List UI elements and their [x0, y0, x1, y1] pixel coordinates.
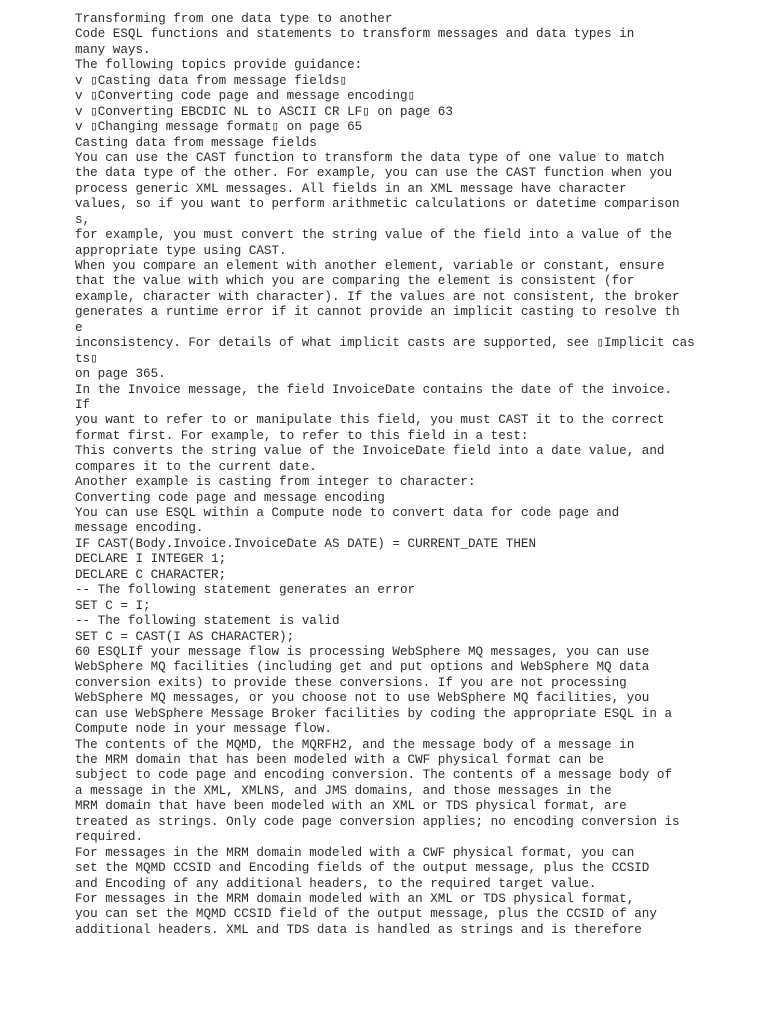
text-line: ts▯: [75, 351, 98, 366]
text-line: values, so if you want to perform arithmetic calculations or datetime comparison: [75, 197, 680, 212]
text-line: compares it to the current date.: [75, 459, 317, 474]
text-line: You can use the CAST function to transform the data type of one value to match: [75, 150, 665, 165]
text-line: required.: [75, 830, 144, 845]
text-line: Converting code page and message encoding: [75, 490, 385, 505]
text-line: generates a runtime error if it cannot provide an implicit casting to resolve th: [75, 305, 680, 320]
text-line: v ▯Converting EBCDIC NL to ASCII CR LF▯ on page 63: [75, 104, 453, 119]
text-line: on page 365.: [75, 367, 166, 382]
text-line: You can use ESQL within a Compute node to convert data for code page and: [75, 506, 620, 520]
text-line: Another example is casting from integer to character:: [75, 475, 476, 490]
text-line: WebSphere MQ facilities (including get and put options and WebSphere MQ data: [75, 660, 650, 675]
text-line: The following topics provide guidance:: [75, 58, 363, 73]
text-line: Transforming from one data type to another: [75, 12, 393, 26]
text-line: s,: [75, 212, 91, 227]
text-line: e: [75, 320, 83, 335]
text-line: SET C = I;: [75, 598, 151, 613]
text-line: The contents of the MQMD, the MQRFH2, and the message body of a message in: [75, 737, 635, 752]
text-line: set the MQMD CCSID and Encoding fields of the output message, plus the CCSID: [75, 861, 650, 876]
text-line: For messages in the MRM domain modeled with a CWF physical format, you can: [75, 845, 635, 860]
text-line: the MRM domain that has been modeled with a CWF physical format can be: [75, 753, 605, 767]
text-line: In the Invoice message, the field InvoiceDate contains the date of the invoice.: [75, 382, 673, 397]
text-line: you can set the MQMD CCSID field of the output message, plus the CCSID of any: [75, 907, 657, 922]
text-line: message encoding.: [75, 521, 204, 536]
text-line: that the value with which you are comparing the element is consistent (for: [75, 274, 635, 289]
text-line: SET C = CAST(I AS CHARACTER);: [75, 629, 295, 644]
text-line: v ▯Converting code page and message encoding▯: [75, 89, 416, 104]
text-line: the data type of the other. For example, you can use the CAST function when you: [75, 166, 673, 181]
text-line: inconsistency. For details of what implicit casts are supported, see ▯Implicit cas: [75, 336, 695, 351]
text-line: v ▯Changing message format▯ on page 65: [75, 120, 363, 135]
text-line: 60 ESQLIf your message flow is processing WebSphere MQ messages, you can use: [75, 644, 650, 659]
text-line: conversion exits) to provide these conversions. If you are not processing: [75, 675, 627, 690]
text-line: for example, you must convert the string value of the field into a value of the: [75, 228, 673, 243]
document-page: [75, 12, 755, 938]
text-line: DECLARE C CHARACTER;: [75, 567, 227, 582]
text-line: treated as strings. Only code page conversion applies; no encoding conversion is: [75, 814, 680, 829]
text-line: v ▯Casting data from message fields▯: [75, 73, 348, 88]
text-line: WebSphere MQ messages, or you choose not to use WebSphere MQ facilities, you: [75, 691, 650, 706]
text-line: IF CAST(Body.Invoice.InvoiceDate AS DATE) = CURRENT_DATE THEN: [75, 536, 537, 551]
text-line: format first. For example, to refer to this field in a test:: [75, 428, 529, 443]
text-line: This converts the string value of the InvoiceDate field into a date value, and: [75, 444, 665, 459]
text-line: can use WebSphere Message Broker facilities by coding the appropriate ESQL in a: [75, 706, 673, 721]
text-line: MRM domain that have been modeled with an XML or TDS physical format, are: [75, 799, 627, 814]
text-line: -- The following statement generates an error: [75, 583, 416, 598]
text-line: you want to refer to or manipulate this field, you must CAST it to the correct: [75, 413, 665, 428]
text-line: If: [75, 397, 91, 412]
text-line: process generic XML messages. All fields in an XML message have character: [75, 181, 627, 196]
text-line: Code ESQL functions and statements to transform messages and data types in: [75, 27, 635, 42]
text-line: -- The following statement is valid: [75, 614, 340, 629]
text-line: Compute node in your message flow.: [75, 722, 332, 737]
text-line: additional headers. XML and TDS data is handled as strings and is therefore: [75, 922, 642, 937]
text-line: When you compare an element with another element, variable or constant, ensure: [75, 259, 665, 273]
text-line: and Encoding of any additional headers, to the required target value.: [75, 876, 597, 891]
text-line: DECLARE I INTEGER 1;: [75, 552, 227, 567]
text-line: example, character with character). If the values are not consistent, the broker: [75, 289, 680, 304]
text-line: appropriate type using CAST.: [75, 243, 287, 258]
text-line: subject to code page and encoding conversion. The contents of a message body of: [75, 768, 673, 783]
text-line: For messages in the MRM domain modeled with an XML or TDS physical format,: [75, 891, 635, 906]
text-line: Casting data from message fields: [75, 135, 317, 150]
text-line: many ways.: [75, 42, 151, 57]
text-line: a message in the XML, XMLNS, and JMS domains, and those messages in the: [75, 783, 612, 798]
